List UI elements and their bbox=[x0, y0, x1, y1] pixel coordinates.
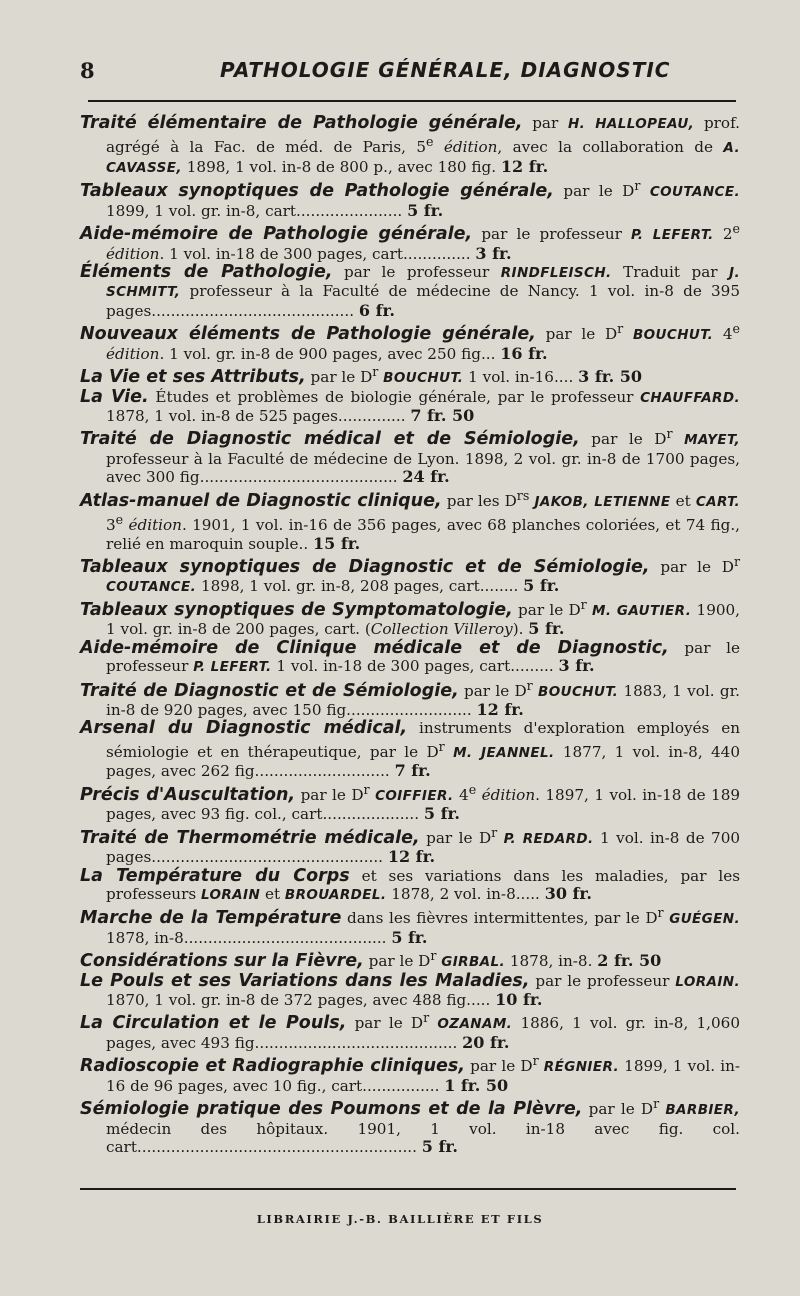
entry-text: 1878, 1 vol. in-8 de 525 pages.............. bbox=[106, 407, 411, 425]
entry-text: 1900, 1 vol. gr. in-8 de 200 pages, cart. ( bbox=[106, 600, 741, 639]
entry-text: par le D bbox=[419, 828, 492, 847]
running-title: PATHOLOGIE GÉNÉRALE, DIAGNOSTIC bbox=[220, 58, 671, 82]
book-title: Tableaux synoptiques de Symptomatologie, bbox=[80, 599, 513, 620]
author-name: LORAIN. bbox=[675, 973, 740, 990]
entry-text: Traduit par bbox=[611, 263, 730, 282]
catalogue-entry bbox=[80, 677, 740, 720]
entry-text: professeur à la Faculté de médecine de Nancy. 1 vol. in-8 de 395 pages.......................................... bbox=[106, 282, 740, 320]
book-title: Tableaux synoptiques de Pathologie générale, bbox=[80, 181, 554, 202]
book-price: 12 fr. bbox=[500, 156, 549, 176]
superscript: e bbox=[468, 781, 477, 797]
superscript: r bbox=[491, 824, 498, 840]
edition-note: édition bbox=[106, 344, 160, 363]
entry-text: 1883, 1 vol. gr. in-8 de 920 pages, avec 150 fig.......................... bbox=[106, 681, 740, 720]
book-price: 10 fr. bbox=[495, 990, 543, 1010]
author-name: BROUARDEL. bbox=[284, 886, 387, 903]
footer-rule bbox=[80, 1188, 736, 1190]
author-name: P. LEFERT. bbox=[193, 659, 272, 676]
superscript: e bbox=[426, 134, 434, 150]
author-name: OZANAM. bbox=[437, 1016, 513, 1033]
entry-text: par le D bbox=[464, 1057, 533, 1076]
catalogue-entry bbox=[80, 363, 740, 387]
entry-text bbox=[623, 325, 633, 343]
catalogue-entry bbox=[80, 781, 740, 824]
superscript: e bbox=[115, 512, 124, 528]
catalogue-entry bbox=[80, 487, 740, 553]
author-name: GIRBAL. bbox=[441, 954, 506, 971]
superscript: r bbox=[617, 321, 624, 337]
superscript: r bbox=[526, 677, 533, 693]
entry-text: . 1897, 1 vol. in-18 de 189 pages, avec 93 fig. col., cart.................... bbox=[106, 785, 741, 824]
book-title: Précis d'Auscultation, bbox=[80, 784, 296, 805]
superscript: r bbox=[733, 554, 740, 570]
author-name: BOUCHUT. bbox=[383, 370, 464, 387]
entry-text: Études et problèmes de biologie générale, par le professeur bbox=[148, 387, 641, 406]
entry-text: par le professeur bbox=[529, 971, 676, 990]
book-price: 24 fr. bbox=[402, 467, 450, 487]
superscript: e bbox=[732, 321, 740, 337]
entry-text: 1886, 1 vol. gr. in-8, 1,060 pages, avec 493 fig.......................................... bbox=[106, 1014, 740, 1052]
catalogue-entry bbox=[80, 553, 740, 596]
entry-text: 1878, in-8.......................................... bbox=[106, 928, 392, 947]
book-price: 5 fr. bbox=[523, 575, 560, 595]
entry-text: 2 bbox=[713, 225, 733, 244]
book-title: Traité de Thermométrie médicale, bbox=[80, 827, 420, 848]
book-price: 5 fr. bbox=[407, 200, 444, 220]
entry-text: 4 bbox=[453, 785, 469, 804]
edition-note: édition bbox=[443, 138, 498, 157]
book-title: Aide-mémoire de Clinique médicale et de Diagnostic, bbox=[80, 637, 669, 658]
author-name: LORAIN bbox=[200, 886, 261, 903]
entry-text: médecin des hôpitaux. 1901, 1 vol. in-18 avec fig. col. cart.......................................................... bbox=[106, 1119, 740, 1157]
author-name: A. CAVASSE, bbox=[106, 140, 741, 176]
page-number: 8 bbox=[80, 58, 95, 83]
book-price: 16 fr. bbox=[500, 343, 548, 363]
entry-text: et ses variations dans les maladies, par les professeurs bbox=[106, 866, 741, 903]
entry-text bbox=[445, 743, 453, 761]
entry-text bbox=[673, 430, 685, 448]
book-price: 5 fr. bbox=[391, 927, 428, 947]
catalogue-entry bbox=[80, 639, 740, 677]
entry-text: 1 vol. in-16.... bbox=[463, 368, 579, 387]
author-name: COUTANCE. bbox=[106, 578, 197, 595]
book-price: 30 fr. bbox=[544, 883, 592, 903]
entry-text: dans les fièvres intermittentes, par le D bbox=[341, 909, 658, 928]
book-title: Atlas-manuel de Diagnostic clinique, bbox=[80, 490, 442, 511]
entry-text: 1899, 1 vol. in-16 de 96 pages, avec 10 fig., cart................ bbox=[106, 1057, 741, 1095]
book-price: 20 fr. bbox=[462, 1032, 510, 1052]
entry-text bbox=[640, 182, 649, 200]
superscript: r bbox=[634, 178, 641, 194]
book-price: 7 fr. 50 bbox=[410, 406, 475, 425]
author-name: BOUCHUT. bbox=[632, 327, 714, 344]
book-price: 3 fr. 50 bbox=[578, 367, 643, 387]
author-name: J. SCHMITT, bbox=[106, 265, 740, 301]
edition-note: édition bbox=[128, 516, 182, 535]
entry-text: . 1 vol. gr. in-8 de 900 pages, avec 250 fig... bbox=[159, 344, 501, 363]
book-price: 5 fr. bbox=[421, 1137, 458, 1157]
book-title: Sémiologie pratique des Poumons et de la Plèvre, bbox=[80, 1099, 583, 1120]
publisher-imprint: LIBRAIRIE J.-B. BAILLIÈRE ET FILS bbox=[256, 1212, 544, 1226]
page-header bbox=[80, 58, 740, 92]
catalogue-entry bbox=[80, 947, 740, 971]
author-name: COUTANCE. bbox=[649, 184, 740, 201]
entry-text: . 1901, 1 vol. in-16 de 356 pages, avec 68 planches coloriées, et 74 fig., relié en maroquin souple.. bbox=[106, 516, 740, 553]
book-title: Éléments de Pathologie, bbox=[80, 262, 333, 283]
book-title: Traité de Diagnostic médical et de Sémiologie, bbox=[80, 429, 580, 450]
book-price: 7 fr. bbox=[394, 761, 431, 781]
superscript: r bbox=[438, 738, 445, 754]
author-name: RINDFLEISCH. bbox=[500, 265, 612, 282]
entry-text: prof. agrégé à la Fac. de méd. de Paris, 5 bbox=[106, 114, 740, 157]
edition-note: Collection Villeroy bbox=[370, 620, 513, 639]
entry-text: 4 bbox=[713, 325, 733, 344]
superscript: r bbox=[580, 596, 587, 612]
entry-text: par le D bbox=[535, 325, 618, 344]
entry-text: 3 bbox=[106, 516, 116, 535]
superscript: r bbox=[657, 905, 664, 921]
book-title: La Vie et ses Attributs, bbox=[80, 367, 306, 388]
author-name: CART. bbox=[695, 493, 740, 510]
catalogue-entry bbox=[80, 1052, 740, 1095]
entry-text: 1 vol. in-8 de 700 pages................................................ bbox=[106, 828, 741, 867]
entry-text: par le D bbox=[458, 681, 527, 700]
book-title: Radioscopie et Radiographie cliniques, bbox=[80, 1056, 465, 1077]
author-name: H. HALLOPEAU, bbox=[567, 116, 695, 132]
entry-text: 1870, 1 vol. gr. in-8 de 372 pages, avec 488 fig..... bbox=[106, 991, 496, 1010]
catalogue-entry bbox=[80, 388, 740, 426]
entry-text: par bbox=[522, 114, 568, 132]
book-price: 3 fr. bbox=[558, 656, 595, 676]
catalogue-entry bbox=[80, 867, 740, 905]
entry-text: 1877, 1 vol. in-8, 440 pages, avec 262 fig............................ bbox=[106, 742, 740, 781]
superscript: r bbox=[372, 364, 379, 380]
edition-note: édition bbox=[106, 244, 160, 263]
superscript: e bbox=[732, 221, 741, 237]
entry-text bbox=[434, 138, 444, 156]
entry-text: professeur à la Faculté de médecine de Lyon. 1898, 2 vol. gr. in-8 de 1700 pages, avec 300 fig......................................... bbox=[106, 449, 740, 487]
book-price: 1 fr. 50 bbox=[444, 1075, 509, 1095]
book-title: Marche de la Température bbox=[80, 908, 342, 929]
entry-text: par le D bbox=[579, 430, 667, 449]
entry-text: 1899, 1 vol. gr. in-8, cart...................... bbox=[106, 201, 408, 220]
superscript: r bbox=[363, 781, 370, 797]
catalogue-entry bbox=[80, 824, 740, 867]
author-name: M. GAUTIER. bbox=[592, 602, 692, 619]
book-title: La Température du Corps bbox=[80, 865, 350, 886]
entry-text: 1898, 1 vol. gr. in-8, 208 pages, cart........ bbox=[196, 576, 524, 595]
catalogue-entry bbox=[80, 425, 740, 486]
entry-text: 1878, in-8. bbox=[505, 952, 598, 971]
superscript: r bbox=[423, 1010, 430, 1026]
superscript: r bbox=[430, 948, 437, 964]
superscript: r bbox=[653, 1096, 660, 1112]
book-title: Le Pouls et ses Variations dans les Maladies, bbox=[80, 970, 530, 991]
author-name: MAYET, bbox=[684, 432, 741, 449]
entry-text: et bbox=[260, 884, 285, 903]
superscript: r bbox=[666, 426, 673, 442]
catalogue-entry bbox=[80, 177, 740, 220]
author-name: GUÉGEN. bbox=[669, 911, 741, 928]
author-name: CHAUFFARD. bbox=[640, 389, 740, 406]
superscript: rs bbox=[516, 487, 530, 503]
catalogue-entry bbox=[80, 114, 740, 177]
edition-note: édition bbox=[481, 785, 536, 804]
catalogue-entry bbox=[80, 596, 740, 639]
catalogue-entry bbox=[80, 904, 740, 947]
author-name: P. LEFERT. bbox=[631, 227, 714, 244]
entry-text: par le D bbox=[305, 368, 373, 387]
entry-text: instruments d'exploration employés en sémiologie et en thérapeutique, par le D bbox=[106, 719, 740, 761]
book-price: 5 fr. bbox=[528, 619, 565, 639]
entry-text: 1898, 1 vol. in-8 de 800 p., avec 180 fig. bbox=[181, 157, 501, 176]
author-name: M. JEANNEL. bbox=[453, 744, 555, 761]
entry-text: par le professeur bbox=[472, 225, 632, 244]
author-name: RÉGNIER. bbox=[543, 1059, 620, 1076]
entry-text: par le professeur bbox=[332, 263, 501, 282]
superscript: r bbox=[532, 1053, 539, 1069]
book-price: 12 fr. bbox=[476, 700, 524, 720]
book-price: 12 fr. bbox=[387, 847, 436, 867]
entry-text: . 1 vol. in-18 de 300 pages, cart.............. bbox=[159, 244, 476, 263]
book-price: 6 fr. bbox=[358, 300, 395, 320]
entry-text: par le D bbox=[363, 952, 431, 971]
book-price: 15 fr. bbox=[312, 533, 361, 553]
book-title: Traité de Diagnostic et de Sémiologie, bbox=[80, 680, 459, 701]
entry-text: par le D bbox=[553, 182, 635, 201]
book-price: 5 fr. bbox=[423, 804, 460, 824]
catalogue-entry bbox=[80, 972, 740, 1010]
entry-text: par le D bbox=[295, 785, 364, 804]
book-title: La Circulation et le Pouls, bbox=[80, 1013, 347, 1034]
author-name: JAKOB, LETIENNE bbox=[534, 493, 671, 510]
catalogue-entry bbox=[80, 1095, 740, 1156]
entry-text: par le D bbox=[649, 558, 734, 577]
entry-text: par les D bbox=[441, 491, 517, 510]
author-name: P. REDARD. bbox=[503, 830, 594, 847]
entry-text: par le professeur bbox=[106, 638, 740, 676]
author-name: BARBIER, bbox=[665, 1102, 741, 1119]
entry-text: et bbox=[670, 491, 696, 510]
author-name: BOUCHUT. bbox=[538, 683, 619, 700]
entry-text: 1 vol. in-18 de 300 pages, cart......... bbox=[271, 657, 559, 676]
entry-text: ). bbox=[512, 620, 529, 639]
catalogue-entry bbox=[80, 719, 740, 780]
catalogue-entries bbox=[80, 114, 740, 1157]
catalogue-entry bbox=[80, 263, 740, 320]
catalogue-entry bbox=[80, 320, 740, 363]
catalogue-entry bbox=[80, 220, 740, 263]
header-rule bbox=[88, 100, 736, 102]
book-title: Nouveaux éléments de Pathologie générale, bbox=[80, 324, 536, 345]
entry-text: , avec la collaboration de bbox=[497, 138, 724, 157]
catalogue-entry bbox=[80, 1009, 740, 1052]
book-title: Aide-mémoire de Pathologie générale, bbox=[80, 224, 473, 245]
book-title: Tableaux synoptiques de Diagnostic et de Sémiologie, bbox=[80, 557, 650, 578]
book-price: 2 fr. 50 bbox=[597, 951, 662, 971]
author-name: COIFFIER. bbox=[375, 787, 454, 804]
entry-text: par le D bbox=[346, 1014, 424, 1033]
entry-text: 1878, 2 vol. in-8..... bbox=[386, 884, 545, 903]
book-title: Traité élémentaire de Pathologie générale, bbox=[80, 113, 523, 133]
entry-text: par le D bbox=[512, 600, 581, 619]
entry-text: par le D bbox=[582, 1100, 654, 1119]
book-price: 3 fr. bbox=[475, 243, 512, 263]
book-title: La Vie. bbox=[80, 386, 149, 407]
book-title: Considérations sur la Fièvre, bbox=[80, 951, 364, 972]
book-title: Arsenal du Diagnostic médical, bbox=[80, 718, 408, 739]
